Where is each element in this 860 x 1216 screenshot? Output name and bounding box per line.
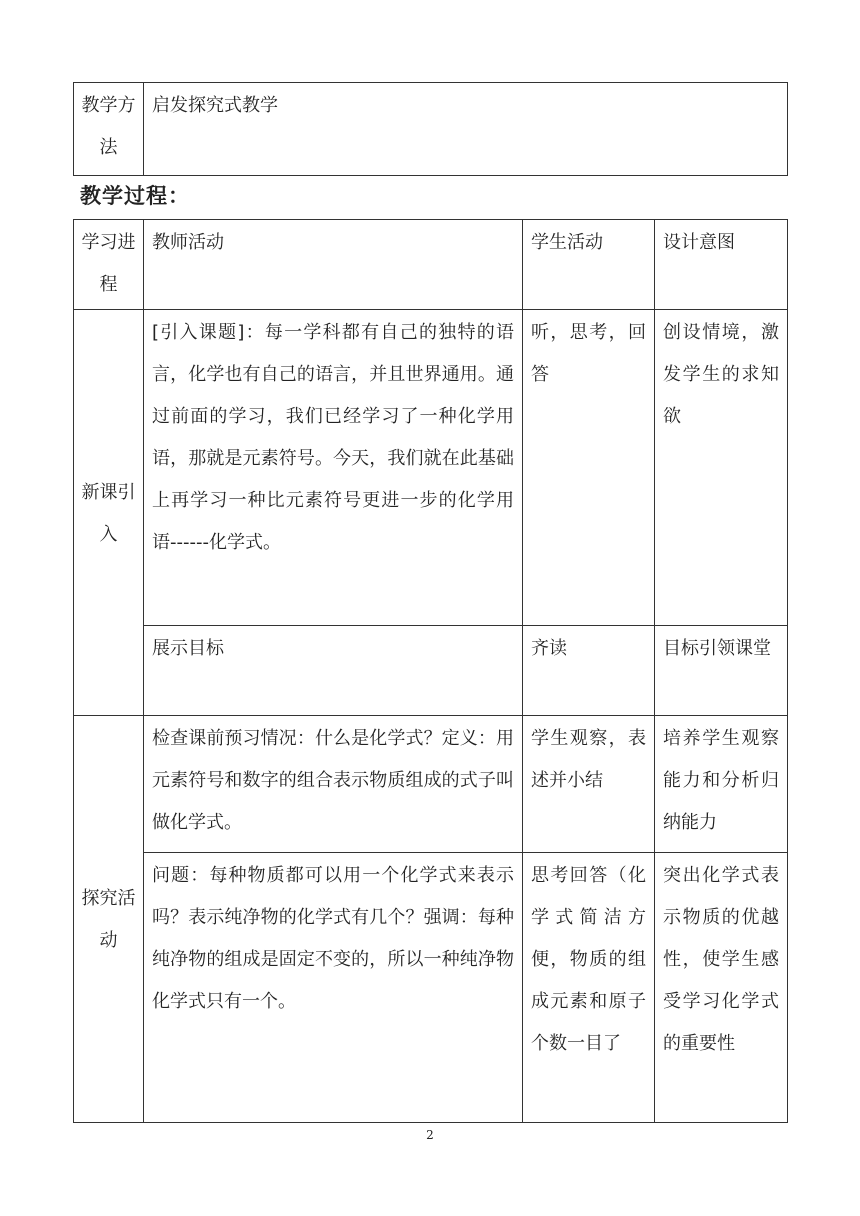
header-student-activity: 学生活动 [523, 220, 655, 310]
stage-cell: 新课引入 [74, 310, 144, 716]
header-design-intent: 设计意图 [655, 220, 788, 310]
stage-cell: 探究活动 [74, 716, 144, 1123]
table-header-row [74, 220, 788, 310]
teaching-process-table [73, 219, 788, 1123]
teaching-method-table [73, 82, 788, 176]
table-row [74, 626, 788, 716]
table-row [74, 83, 788, 176]
table-row [74, 716, 788, 853]
page-number: 2 [426, 1128, 434, 1142]
teacher-activity-cell: 问题：每种物质都可以用一个化学式来表示吗？表示纯净物的化学式有几个？强调：每种纯净物的组成是固定不变的，所以一种纯净物化学式只有一个。 [144, 853, 523, 1123]
teacher-activity-cell: 检查课前预习情况：什么是化学式？定义：用元素符号和数字的组合表示物质组成的式子叫做化学式。 [144, 716, 523, 853]
teaching-method-value: 启发探究式教学 [144, 83, 788, 176]
student-activity-cell: 学生观察，表述并小结 [523, 716, 655, 853]
header-stage: 学习进程 [74, 220, 144, 310]
design-intent-cell: 突出化学式表示物质的优越性，使学生感受学习化学式的重要性 [655, 853, 788, 1123]
student-activity-cell: 听，思考，回答 [523, 310, 655, 626]
header-teacher-activity: 教师活动 [144, 220, 523, 310]
student-activity-cell: 齐读 [523, 626, 655, 716]
teaching-method-label: 教学方法 [74, 83, 144, 176]
student-activity-cell: 思考回答（化学式简洁方便，物质的组成元素和原子个数一目了 [523, 853, 655, 1123]
table-row [74, 310, 788, 626]
design-intent-cell: 创设情境，激发学生的求知欲 [655, 310, 788, 626]
teacher-activity-cell: [引入课题]：每一学科都有自己的独特的语言，化学也有自己的语言，并且世界通用。通过前面的学习，我们已经学习了一种化学用语，那就是元素符号。今天，我们就在此基础上再学习一种比元素符号更进一步的化学用语------化学式。 [144, 310, 523, 626]
design-intent-cell: 目标引领课堂 [655, 626, 788, 716]
teacher-activity-cell: 展示目标 [144, 626, 523, 716]
table-row [74, 853, 788, 1123]
design-intent-cell: 培养学生观察能力和分析归纳能力 [655, 716, 788, 853]
section-title: 教学过程： [80, 184, 190, 208]
